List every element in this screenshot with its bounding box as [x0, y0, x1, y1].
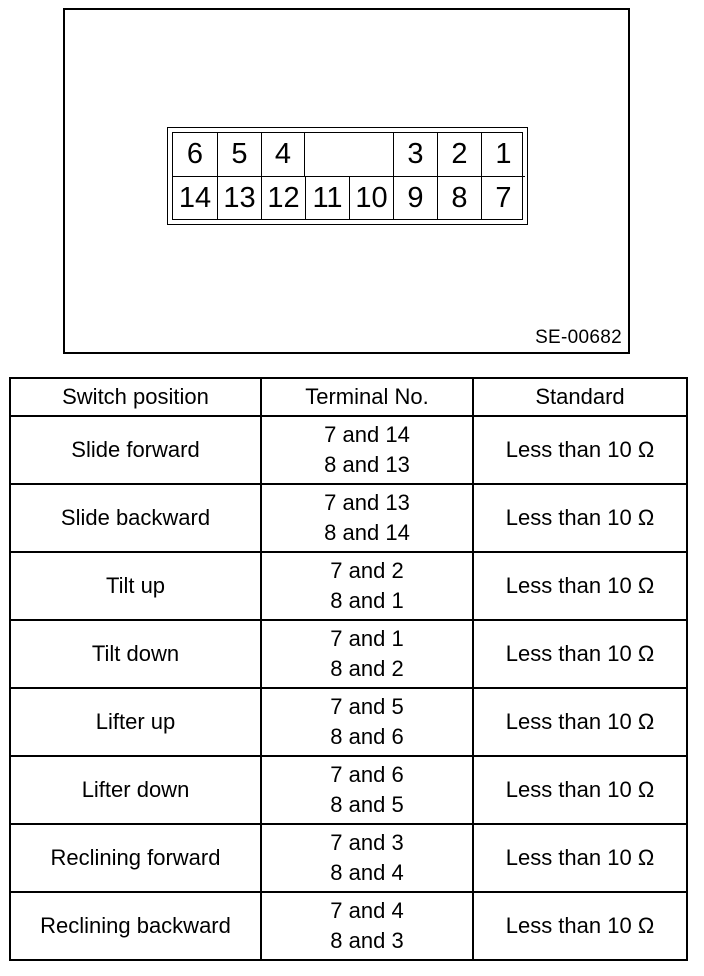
- switch-position-cell: Reclining backward: [10, 892, 261, 960]
- terminal-cell: [261, 892, 473, 960]
- terminal-cell: [261, 756, 473, 824]
- terminal-13: 13: [217, 176, 261, 219]
- connector-figure: [63, 8, 630, 354]
- table-row: [10, 484, 687, 552]
- table-row: [10, 756, 687, 824]
- terminal-pair: 8 and 5: [330, 792, 404, 817]
- terminal-7: 7: [481, 176, 525, 219]
- standard-cell: Less than 10 Ω: [473, 552, 687, 620]
- terminal-4: 4: [261, 133, 305, 176]
- terminal-6: 6: [186, 138, 204, 170]
- terminal-14: 14: [173, 176, 217, 219]
- figure-code: SE-00682: [535, 327, 622, 348]
- terminal-11: 11: [305, 176, 349, 219]
- terminal-2: 2: [437, 133, 481, 176]
- table-row: [10, 824, 687, 892]
- table-row: [10, 892, 687, 960]
- terminal-pair: 8 and 13: [324, 452, 410, 477]
- terminal-9: 9: [393, 176, 437, 219]
- terminal-pair: 7 and 6: [330, 762, 404, 787]
- terminal-pair: 8 and 4: [330, 860, 404, 885]
- terminal-1: 1: [481, 133, 525, 176]
- terminal-pair: 7 and 13: [324, 490, 410, 515]
- table-row: [10, 688, 687, 756]
- terminal-pair: 8 and 14: [324, 520, 410, 545]
- terminal-3: 3: [393, 133, 437, 176]
- switch-position-cell: Lifter up: [10, 688, 261, 756]
- terminal-pair: 8 and 6: [330, 724, 404, 749]
- header-terminal-no: Terminal No.: [261, 378, 473, 416]
- terminal-pair: 7 and 14: [324, 422, 410, 447]
- connector-face: [172, 132, 523, 220]
- terminal-cell: [261, 620, 473, 688]
- terminal-cell: [261, 484, 473, 552]
- table-row: [10, 620, 687, 688]
- terminal-pair: 7 and 1: [330, 626, 404, 651]
- standard-cell: Less than 10 Ω: [473, 688, 687, 756]
- terminal-pair: 7 and 2: [330, 558, 404, 583]
- terminal-pair: 8 and 2: [330, 656, 404, 681]
- standard-cell: Less than 10 Ω: [473, 892, 687, 960]
- terminal-pair: 8 and 3: [330, 928, 404, 953]
- standard-cell: Less than 10 Ω: [473, 416, 687, 484]
- terminal-pair: 8 and 1: [330, 588, 404, 613]
- switch-position-cell: Reclining forward: [10, 824, 261, 892]
- standard-cell: Less than 10 Ω: [473, 620, 687, 688]
- terminal-pair: 7 and 3: [330, 830, 404, 855]
- switch-position-cell: Lifter down: [10, 756, 261, 824]
- terminal-cell: [261, 552, 473, 620]
- switch-position-cell: Tilt down: [10, 620, 261, 688]
- table-row: [10, 552, 687, 620]
- terminal-cell: [261, 824, 473, 892]
- terminal-8: 8: [437, 176, 481, 219]
- switch-position-cell: Tilt up: [10, 552, 261, 620]
- standard-cell: Less than 10 Ω: [473, 484, 687, 552]
- table-row: [10, 416, 687, 484]
- switch-inspection-table: [9, 377, 688, 961]
- standard-cell: Less than 10 Ω: [473, 756, 687, 824]
- terminal-10: 10: [349, 176, 393, 219]
- terminal-cell: [261, 416, 473, 484]
- terminal-12: 12: [261, 176, 305, 219]
- header-switch-position: Switch position: [10, 378, 261, 416]
- table-header-row: [10, 378, 687, 416]
- standard-cell: Less than 10 Ω: [473, 824, 687, 892]
- switch-position-cell: Slide backward: [10, 484, 261, 552]
- terminal-pair: 7 and 5: [330, 694, 404, 719]
- terminal-5: 5: [217, 133, 261, 176]
- terminal-cell: [261, 688, 473, 756]
- header-standard: Standard: [473, 378, 687, 416]
- terminal-pair: 7 and 4: [330, 898, 404, 923]
- switch-position-cell: Slide forward: [10, 416, 261, 484]
- connector-outline: [167, 127, 528, 225]
